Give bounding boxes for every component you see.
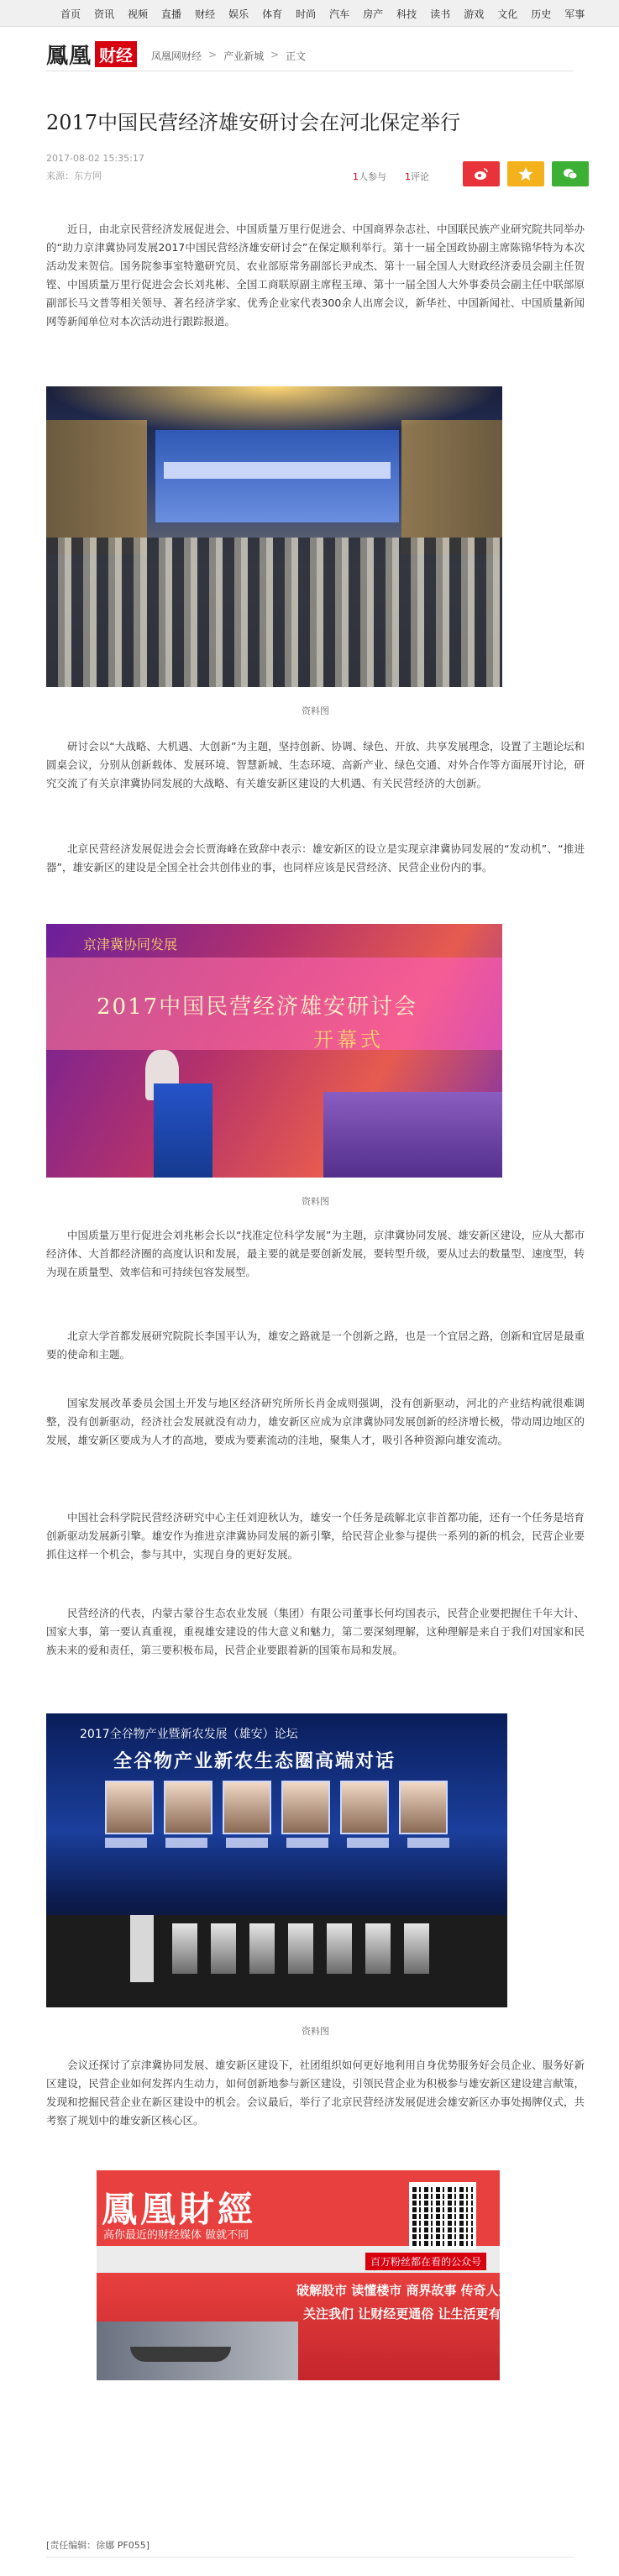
breadcrumb-item-home[interactable]: 凤凰网财经 <box>151 50 202 62</box>
nav-item[interactable]: 读书 <box>430 8 451 20</box>
weibo-icon <box>473 165 490 182</box>
nav-item[interactable]: 房产 <box>363 8 384 20</box>
nav-item[interactable]: 文化 <box>497 8 518 20</box>
nav-item[interactable]: 直播 <box>161 8 182 20</box>
article-paragraph: 北京民营经济发展促进会会长贾海峰在致辞中表示：雄安新区的设立是实现京津冀协同发展的“发动机”、“推进器”，雄安新区的建设是全国全社会共创伟业的事，也同样应该是民营经济、民营企业份内的事。 <box>46 842 585 874</box>
article-paragraph: 中国社会科学院民营经济研究中心主任刘迎秋认为，雄安一个任务是疏解北京非首都功能，还有一个任务是培育创新驱动发展新引擎。雄安作为推进京津冀协同发展的新引擎，给民营企业参与提供一系列的新的机会，民营企业要抓住这样一个机会，参与其中，实现自身的更好发展。 <box>46 1511 585 1561</box>
photo-caption: 资料图 <box>302 706 329 716</box>
forum-banner-line1: 2017全谷物产业暨新农发展（雄安）论坛 <box>80 1728 298 1741</box>
article-title: 2017中国民营经济雄安研讨会在河北保定举行 <box>46 111 461 134</box>
ad-line2: 关注我们 让财经更通俗 让生活更有趣 <box>303 2306 514 2322</box>
nav-item[interactable]: 科技 <box>396 8 417 20</box>
article-date: 2017-08-02 15:35:17 <box>46 153 144 164</box>
top-nav <box>0 0 619 27</box>
opening-ceremony-photo <box>46 924 502 1178</box>
audience <box>46 538 502 687</box>
ifeng-finance-ad[interactable] <box>97 2170 514 2380</box>
breadcrumb-separator: > <box>270 49 280 60</box>
ad-brand: 鳳凰財經 <box>102 2189 257 2230</box>
nav-item[interactable]: 视频 <box>128 8 149 20</box>
share-wechat-button[interactable] <box>552 161 589 186</box>
forum-photo <box>46 1713 507 2007</box>
nav-item[interactable]: 游戏 <box>464 8 485 20</box>
nav-item[interactable]: 军事 <box>564 8 585 20</box>
breadcrumb-separator: > <box>208 49 218 60</box>
conference-hall-photo <box>46 386 502 687</box>
comments-stat[interactable] <box>405 170 429 183</box>
article-paragraph: 研讨会以“大战略、大机遇、大创新”为主题，坚持创新、协调、绿色、开放、共享发展理念，设置了主题论坛和圆桌会议，分别从创新载体、发展环境、智慧新城、生态环境、高新产业、绿色交通、对外合作等方面展开讨论，研究交流了有关京津冀协同发展的大战略、有关雄安新区建设的大机遇、有关民营经济的大创新。 <box>46 740 585 790</box>
participants-count: 1 <box>353 171 359 182</box>
responsible-editor: [责任编辑：徐娜 PF055] <box>46 2540 150 2551</box>
comments-count: 1 <box>405 171 411 182</box>
participants-label: 人参与 <box>359 171 386 182</box>
breadcrumb <box>151 49 306 63</box>
star-icon <box>517 165 534 182</box>
nav-item[interactable]: 财经 <box>195 8 216 20</box>
banner-subtitle: 京津冀协同发展 <box>83 936 178 952</box>
article-paragraph: 会议还探讨了京津冀协同发展、雄安新区建设下，社团组织如何更好地利用自身优势服务好会员企业、服务好新区建设，民营企业如何发挥内生动力，如何创新地参与新区建设，引领民营企业为积极参与雄安新区建设建言献策，发现和挖掘民营企业在新区建设中的机会。会议最后，举行了北京民营经济发展促进会雄安新区办事处揭牌仪式，共考察了规划中的雄安新区核心区。 <box>46 2059 585 2127</box>
breadcrumb-item-channel[interactable]: 产业新城 <box>223 50 265 62</box>
nav-item[interactable]: 首页 <box>60 8 81 20</box>
ad-slogan: 高你最近的财经媒体 做就不同 <box>103 2229 249 2242</box>
article-paragraph: 中国质量万里行促进会刘兆彬会长以“找准定位科学发展”为主题，京津冀协同发展、雄安新区建设，应从大都市经济体、大首都经济圈的高度认识和发展，最主要的就是要创新发展，要转型升级，要从过去的数量型、速度型，转为现在质量型、效率信和可持续包容发展型。 <box>46 1229 585 1278</box>
nav-item[interactable]: 体育 <box>262 8 283 20</box>
article-paragraph: 国家发展改革委员会国土开发与地区经济研究所所长肖金成则强调，没有创新驱动，河北的产业结构就很难调整，没有创新驱动，经济社会发展就没有动力，雄安新区应成为京津冀协同发展创新的经济增长极，带动周边地区的发展，雄安新区要成为人才的高地，要成为要素流动的洼地，聚集人才，吸引各种资源向雄安流动。 <box>46 1397 585 1446</box>
participants-stat[interactable] <box>353 170 386 183</box>
article-paragraph: 北京大学首都发展研究院院长李国平认为，雄安之路就是一个创新之路，也是一个宜居之路，创新和宜居是最重要的使命和主题。 <box>46 1330 585 1361</box>
logo-text: 鳳凰 <box>46 43 92 69</box>
banner-opening: 开幕式 <box>313 1028 384 1052</box>
share-weibo-button[interactable] <box>463 161 500 186</box>
breadcrumb-item-current: 正文 <box>286 50 307 62</box>
logo-tag: 财经 <box>95 41 137 67</box>
site-logo[interactable] <box>46 40 137 67</box>
nav-item[interactable]: 娱乐 <box>228 8 249 20</box>
podium <box>154 1083 212 1178</box>
nav-item[interactable]: 汽车 <box>329 8 350 20</box>
article-paragraph: 近日，由北京民营经济发展促进会、中国质量万里行促进会、中国商界杂志社、中国联民族产业研究院共同举办的“助力京津冀协同发展2017中国民营经济雄安研讨会”在保定顺利举行。第十一届全国政协副主席陈锦华特为本次活动发来贺信。国务院参事室特邀研究员、农业部原常务副部长尹成杰、第十一届全国人大财政经济委员会副主任贺铿、中国质量万里行促进会会长刘兆彬、全国工商联原副主席程玉璋、第十一届全国人大外事委员会副主任中联部原副部长马文普等相关领导、著名经济学家、优秀企业家代表300余人出席会议，新华社、中国新闻社、中国质量新闻网等新闻单位对本次活动进行跟踪报道。 <box>46 223 585 328</box>
forum-banner-line2: 全谷物产业新农生态圈高端对话 <box>113 1751 396 1772</box>
bottom-divider <box>46 2557 573 2558</box>
photo-caption: 资料图 <box>302 1196 329 1207</box>
article-meta <box>46 153 144 187</box>
comments-label: 评论 <box>411 171 429 182</box>
top-nav-list <box>0 0 619 27</box>
wechat-icon <box>562 165 579 182</box>
nav-item[interactable]: 历史 <box>531 8 552 20</box>
photo-caption: 资料图 <box>302 2026 329 2037</box>
nav-item[interactable]: 时尚 <box>296 8 317 20</box>
article-source[interactable]: 来源：东方网 <box>46 171 102 181</box>
banner-title: 2017中国民营经济雄安研讨会 <box>97 994 418 1020</box>
ad-line1: 破解股市 读懂楼市 商界故事 传奇人生 <box>296 2283 511 2298</box>
ad-million-fans: 百万粉丝都在看的公众号 <box>365 2253 486 2270</box>
share-qzone-button[interactable] <box>507 161 544 186</box>
qr-code-icon <box>409 2182 476 2249</box>
nav-item[interactable]: 资讯 <box>94 8 115 20</box>
article-stats <box>353 170 429 183</box>
article-paragraph: 民营经济的代表，内蒙古蒙谷生态农业发展（集团）有限公司董事长何均国表示，民营企业要把握住千年大计、国家大事，第一要认真重视，重视雄安建设的伟大意义和魅力，第二要深刻理解，这种理解是来自于我们对国家和民族未来的爱和责任，第三要积极布局，民营企业要跟着新的国策布局和发展。 <box>46 1607 585 1656</box>
site-header <box>0 40 619 71</box>
